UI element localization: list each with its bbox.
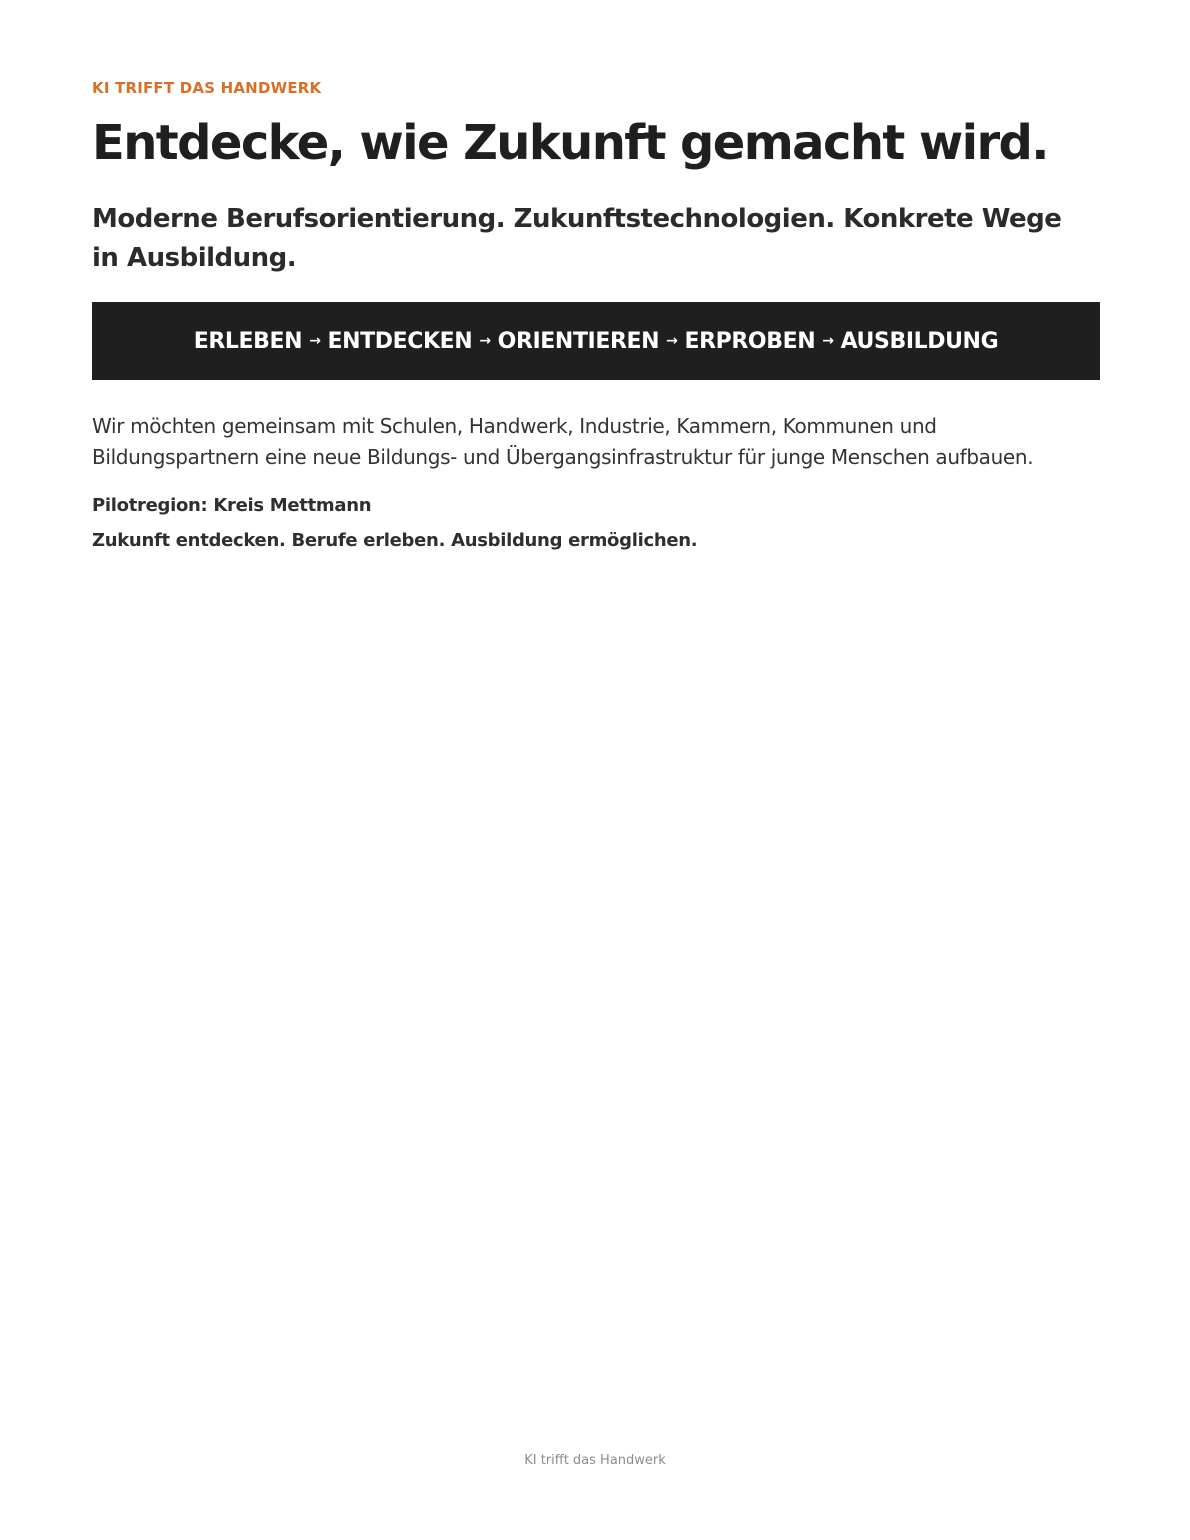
- step-erproben: ERPROBEN: [684, 328, 816, 354]
- step-erleben: ERLEBEN: [193, 328, 303, 354]
- arrow-right-icon: →: [309, 333, 321, 349]
- steps-bar: [92, 302, 1100, 380]
- arrow-right-icon: →: [479, 333, 491, 349]
- arrow-right-icon: →: [822, 333, 834, 349]
- step-entdecken: ENTDECKEN: [327, 328, 473, 354]
- step-orientieren: ORIENTIEREN: [497, 328, 660, 354]
- intro-paragraph: Wir möchten gemeinsam mit Schulen, Handwerk, Industrie, Kammern, Kommunen und Bildungspartnern eine neue Bildungs- und Übergangsinfrastruktur für junge Menschen aufbauen.: [92, 414, 1034, 469]
- page-title: Entdecke, wie Zukunft gemacht wird.: [92, 115, 1048, 171]
- tagline: Zukunft entdecken. Berufe erleben. Ausbildung ermöglichen.: [92, 530, 698, 551]
- eyebrow-label: KI TRIFFT DAS HANDWERK: [92, 79, 322, 97]
- pilot-region: Pilotregion: Kreis Mettmann: [92, 495, 372, 516]
- page-subtitle: Moderne Berufsorientierung. Zukunftstechnologien. Konkrete Wege in Ausbildung.: [92, 204, 1062, 273]
- step-ausbildung: AUSBILDUNG: [840, 328, 999, 354]
- page-footer: KI trifft das Handwerk: [524, 1453, 666, 1468]
- arrow-right-icon: →: [666, 333, 678, 349]
